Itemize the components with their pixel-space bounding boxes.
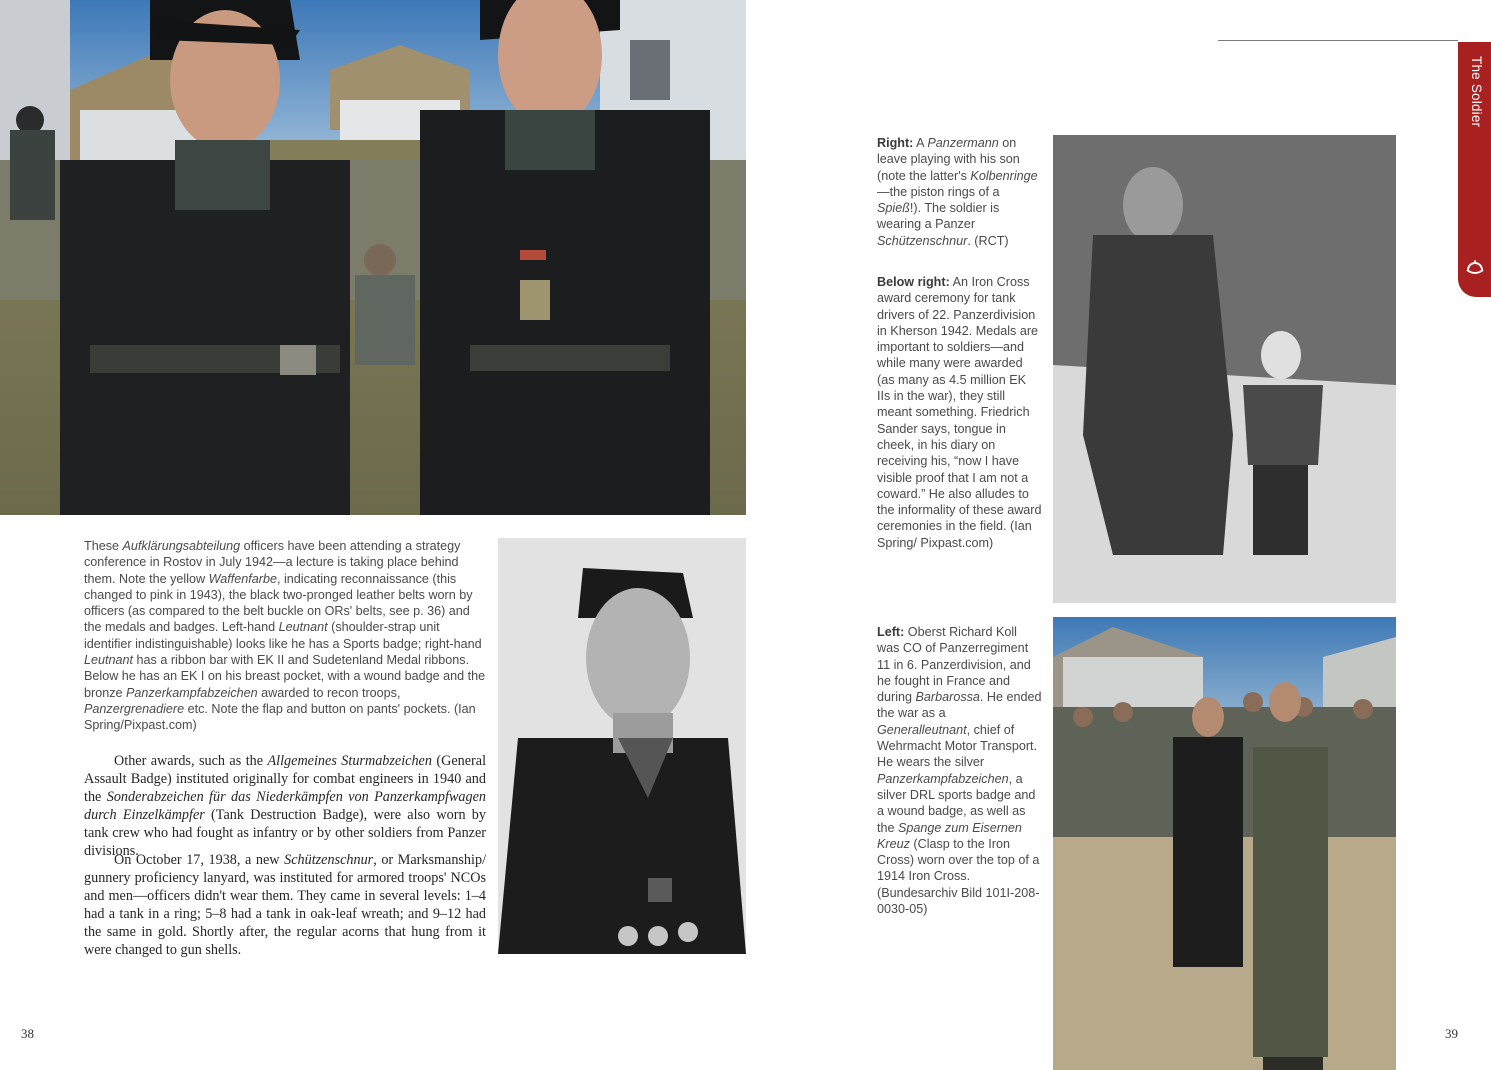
caption-right-father-son: Right: A Panzermann on leave playing with his son (note the latter's Kolbenringe—the piston rings of a Spieß!). The soldier is wearing a Panzer Schützenschnur. (RCT) bbox=[877, 136, 1038, 248]
page-number-right: 39 bbox=[1445, 1026, 1458, 1041]
header-rule bbox=[1218, 40, 1458, 41]
caption-below-right-ceremony: Below right: An Iron Cross award ceremony for tank drivers of 22. Panzerdivision in Kherson 1942. Medals are important to soldiers—and while many were awarded (as many as 4.5 million EK IIs in the war), they still meant something. Friedrich Sander says, tongue in cheek, in his diary on receiving his, “now I have visible proof that I am not a coward.” He also alludes to the informality of these award ceremonies in the field. (Ian Spring/ Pixpast.com) bbox=[877, 275, 1042, 550]
body-paragraph-lanyard: On October 17, 1938, a new Schützenschnur, or Marksmanship/ gunnery proficiency lanyard, was instituted for armored troops' NCOs and men—officers didn't wear them. They came in several levels: 1–4 had a tank in a ring; 5–8 had a tank in oak-leaf wreath; and 9–12 had the same in gold. Shortly after, the regular acorns that hung from it were changed to gun shells. bbox=[84, 852, 487, 959]
body-paragraph-awards: Other awards, such as the Allgemeines Sturmabzeichen (General Assault Badge) instituted originally for combat engineers in 1940 and the Sonderabzeichen für das Niederkämpfen von Panzerkampfwagen durch Einzelkämpfer (Tank Destruction Badge), were also worn by tank crew who had fought as infantry or by other soldiers from Panzer divisions. bbox=[84, 753, 487, 860]
section-label: The Soldier bbox=[1469, 56, 1484, 128]
photo-portrait-oberst bbox=[498, 538, 746, 954]
caption-left-oberst-koll: Left: Oberst Richard Koll was CO of Panzerregiment 11 in 6. Panzerdivision, and he fought in France and during Barbarossa. He ended the war as a Generalleutnant, chief of Wehrmacht Motor Transport. He wears the silver Panzerkampfabzeichen, a silver DRL sports badge and a wound badge, as well as the Spange zum Eisernen Kreuz (Clasp to the Iron Cross) worn over the top of a 1914 Iron Cross. (Bundesarchiv Bild 101I-208-0030-05) bbox=[877, 625, 1042, 917]
section-tab bbox=[1458, 42, 1491, 297]
helmet-icon bbox=[1465, 258, 1485, 278]
caption-officers: These Aufklärungsabteilung officers have been attending a strategy conference in Rostov in July 1942—a lecture is taking place behind them. Note the yellow Waffenfarbe, indicating reconnaissance (this changed to pink in 1943), the black two-pronged leather belts worn by officers (as compared to the belt buckle on ORs' belts, see p. 36) and the medals and badges. Left-hand Leutnant (shoulder-strap unit identifier indistinguishable) looks like he has a Sports badge; right-hand Leutnant has a ribbon bar with EK II and Sudetenland Medal ribbons. Below he has an EK I on his breast pocket, with a wound badge and the bronze Panzerkampfabzeichen awarded to recon troops, Panzergrenadiere etc. Note the flap and button on pants' pockets. (Ian Spring/Pixpast.com) bbox=[84, 539, 486, 733]
photo-two-officers bbox=[0, 0, 746, 515]
photo-father-and-son bbox=[1053, 135, 1396, 603]
page-number-left: 38 bbox=[21, 1026, 34, 1041]
photo-award-ceremony bbox=[1053, 617, 1396, 1070]
